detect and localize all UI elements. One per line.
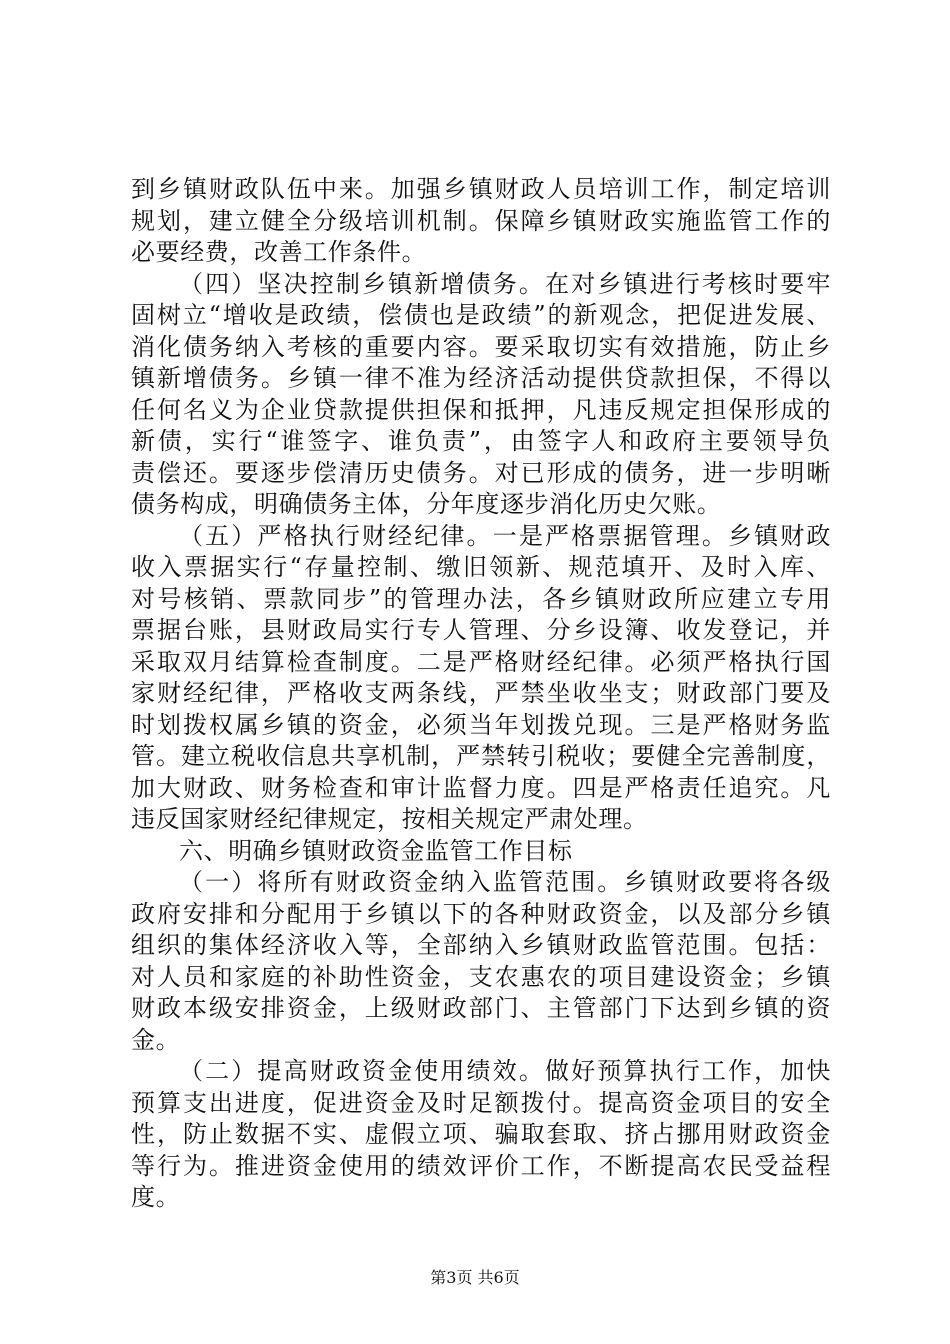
text-line: 预算支出进度，促进资金及时足额拨付。提高资金项目的安全 [131, 1088, 831, 1117]
text-line: 责偿还。要逐步偿清历史债务。对已形成的债务，进一步明晰 [131, 458, 831, 487]
text-line: 管。建立税收信息共享机制，严禁转引税收；要健全完善制度， [131, 742, 831, 770]
text-line: 到乡镇财政队伍中来。加强乡镇财政人员培训工作，制定培训 [131, 175, 831, 203]
text-line: 债务构成，明确债务主体，分年度逐步消化历史欠账。 [131, 490, 722, 518]
text-line: 采取双月结算检查制度。二是严格财经纪律。必须严格执行国 [131, 647, 831, 676]
text-line: 收入票据实行“存量控制、缴旧领新、规范填开、及时入库、 [131, 553, 831, 581]
text-line: 等行为。推进资金使用的绩效评价工作，不断提高农民受益程 [131, 1151, 831, 1180]
text-line: 规划，建立健全分级培训机制。保障乡镇财政实施监管工作的 [131, 206, 831, 235]
text-line: 任何名义为企业贷款提供担保和抵押，凡违反规定担保形成的 [131, 395, 831, 424]
text-line: 新债，实行“谁签字、谁负责”，由签字人和政府主要领导负 [131, 427, 831, 455]
text-line: 必要经费，改善工作条件。 [131, 238, 427, 266]
text-line: 加大财政、财务检查和审计监督力度。四是严格责任追究。凡 [131, 773, 831, 802]
page-footer: 第3页 共6页 [430, 1268, 520, 1287]
text-line: 度。 [131, 1183, 181, 1211]
text-line: 对人员和家庭的补助性资金，支农惠农的项目建设资金；乡镇 [131, 962, 831, 991]
text-line: 六、明确乡镇财政资金监管工作目标 [179, 836, 573, 865]
para-section-4 [131, 269, 831, 521]
para-section-5 [131, 521, 831, 836]
text-line: （四）坚决控制乡镇新增债务。在对乡镇进行考核时要牢 [179, 269, 831, 298]
text-line: （一）将所有财政资金纳入监管范围。乡镇财政要将各级 [179, 868, 831, 896]
text-line: 政府安排和分配用于乡镇以下的各种财政资金，以及部分乡镇 [131, 899, 831, 928]
para-section-6-2 [131, 1056, 831, 1214]
text-line: 财政本级安排资金，上级财政部门、主管部门下达到乡镇的资 [131, 994, 831, 1022]
text-line: 家财经纪律，严格收支两条线，严禁坐收坐支；财政部门要及 [131, 679, 831, 707]
heading-section-6 [131, 836, 831, 868]
text-line: （二）提高财政资金使用绩效。做好预算执行工作，加快 [179, 1057, 831, 1085]
text-line: 违反国家财经纪律规定，按相关规定严肃处理。 [131, 805, 648, 833]
text-line: 性，防止数据不实、虚假立项、骗取套取、挤占挪用财政资金 [131, 1120, 831, 1148]
text-line: 固树立“增收是政绩，偿债也是政绩”的新观念，把促进发展、 [131, 301, 831, 329]
text-line: 票据台账，县财政局实行专人管理、分乡设簿、收发登记，并 [131, 616, 831, 644]
document-body [131, 174, 831, 1214]
para-continuation [131, 174, 831, 269]
text-line: 镇新增债务。乡镇一律不准为经济活动提供贷款担保，不得以 [131, 364, 831, 392]
text-line: 消化债务纳入考核的重要内容。要采取切实有效措施，防止乡 [131, 332, 831, 361]
text-line: 对号核销、票款同步”的管理办法，各乡镇财政所应建立专用 [131, 584, 831, 613]
text-line: 组织的集体经济收入等，全部纳入乡镇财政监管范围。包括： [131, 931, 831, 959]
text-line: 金。 [131, 1025, 181, 1054]
text-line: 时划拨权属乡镇的资金，必须当年划拨兑现。三是严格财务监 [131, 710, 831, 739]
para-section-6-1 [131, 867, 831, 1056]
text-line: （五）严格执行财经纪律。一是严格票据管理。乡镇财政 [179, 521, 831, 550]
